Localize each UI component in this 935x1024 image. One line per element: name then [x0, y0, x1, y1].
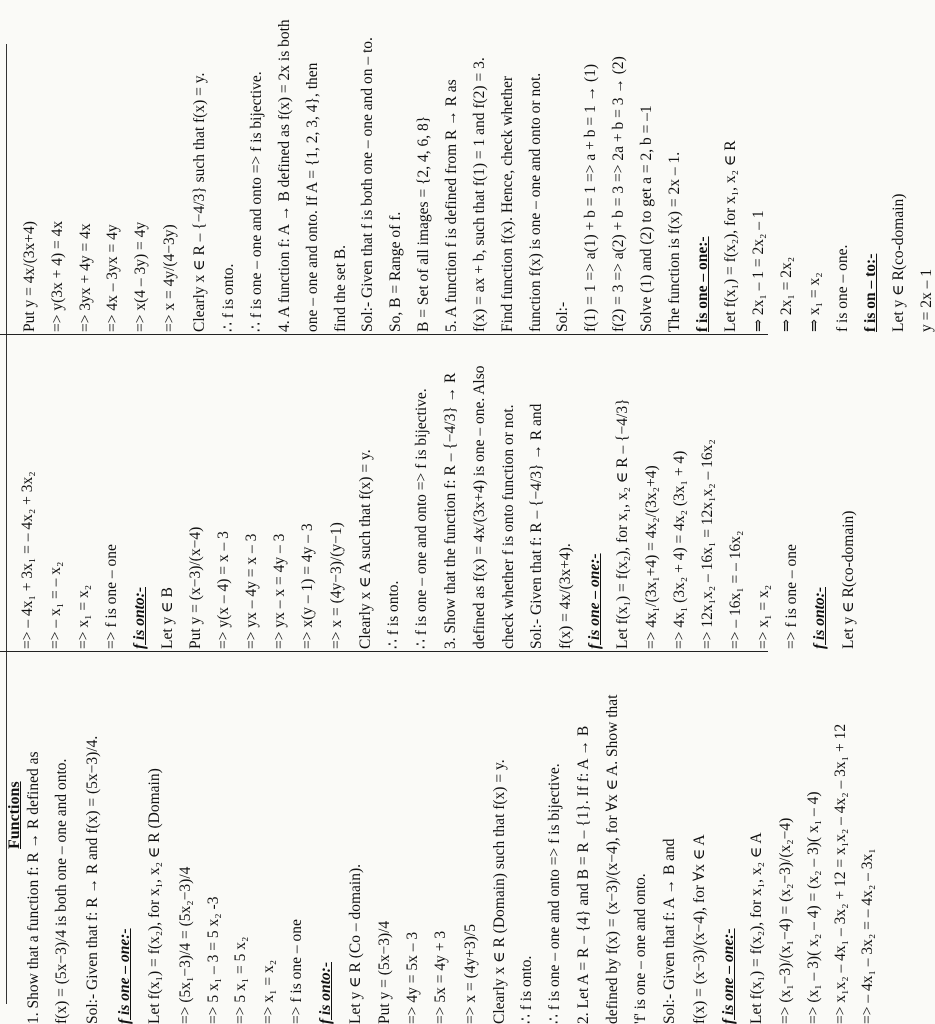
- text-line: defined as f(x) = 4x/(3x+4) is one – one. Also: [471, 365, 488, 649]
- text-line: => f is one – one: [288, 919, 305, 1024]
- section-heading: f is one – one:-: [586, 553, 603, 649]
- section-heading: f is one – one:-: [116, 928, 133, 1024]
- text-line: => 4x₁/(3x₁+4) = 4x₂/(3x₂+4): [643, 465, 660, 649]
- text-line: Solve (1) and (2) to get a = 2, b = –1: [638, 105, 655, 332]
- text-line: Let f(x₁) = f(x₂), for x₁, x₂ ∈ R: [722, 140, 739, 332]
- text-line: f(x) = 4x/(3x+4).: [557, 543, 574, 649]
- text-line: Let f(x₁) = f(x₂), for x₁, x₂ ∈ A: [748, 832, 765, 1024]
- text-line: Let y ∈ R (Co – domain).: [347, 864, 364, 1024]
- text-line: => 5 x₁ – 3 = 5 x₂ -3: [205, 896, 222, 1024]
- text-line: => y(3x + 4) = 4x: [49, 220, 66, 332]
- text-line: ∴ f is one – one and onto => f is bijective.: [248, 71, 265, 332]
- text-line: defined by f(x) = (x−3)/(x−4), for ∀x ∈ A. Show that: [604, 694, 621, 1024]
- text-line: Sol:- Given that f: R – {−4/3} → R and: [528, 403, 545, 649]
- text-line: ∴ f is one – one and onto => f is bijective.: [413, 388, 430, 649]
- text-line: => yx – 4y = x – 3: [243, 533, 260, 649]
- text-line: ∴ f is onto.: [518, 955, 535, 1024]
- text-line: one – one and onto. If A = {1, 2, 3, 4}, then: [304, 62, 321, 332]
- text-line: => f is one – one: [783, 544, 800, 649]
- text-line: 5. A function f is defined from R → R as: [443, 79, 460, 332]
- text-line: => – 4x₁ + 3x₁ = – 4x₂ + 3x₂: [19, 471, 36, 649]
- text-line: Clearly x ∈ R (Domain) such that f(x) = y.: [491, 759, 508, 1024]
- column-divider: [0, 651, 768, 652]
- text-line: 3. Show that the function f: R – {−4/3} → R: [442, 372, 459, 649]
- section-heading: f is on – to:-: [862, 253, 879, 332]
- column-divider: [0, 334, 768, 335]
- text-line: B = Set of all images = {2, 4, 6, 8}: [415, 115, 432, 332]
- text-line: f(2) = 3 => a(2) + b = 3 => 2a + b = 3 → (2): [610, 56, 627, 332]
- text-line: => 4x₁ (3x₂ + 4) = 4x₂ (3x₁ + 4): [671, 450, 688, 649]
- text-line: => x₁ = x₂: [75, 584, 92, 649]
- text-line: find the set B.: [332, 245, 349, 332]
- section-heading: f is onto:-: [811, 587, 828, 649]
- text-line: Let y ∈ R(co-domain): [840, 510, 857, 649]
- text-line: => x₁ = x₂: [260, 959, 277, 1024]
- text-line: => (5x₁−3)/4 = (5x₂−3)/4: [177, 866, 194, 1024]
- text-line: => 5 x₁ = 5 x₂: [232, 936, 249, 1024]
- text-line: Let f(x₁) = f(x₂), for x₁, x₂ ∈ R (Domain): [146, 768, 163, 1024]
- text-line: 4. A function f: A → B defined as f(x) = 2x is both: [276, 19, 293, 332]
- text-line: function f(x) is one – one and onto or not.: [527, 72, 544, 332]
- text-line: Let f(x₁) = f(x₂), for x₁, x₂ ∈ R – {−4/3}: [614, 398, 631, 649]
- text-line: => 3yx + 4y = 4x: [77, 223, 94, 332]
- text-line: => x(4 – 3y) = 4y: [132, 221, 149, 332]
- text-line: ⇒ 2x₁ = 2x₂: [778, 256, 795, 332]
- text-line: So, B = Range of f.: [387, 211, 404, 332]
- text-line: => y(x – 4) = x – 3: [215, 531, 232, 649]
- text-line: => – 16x₁ = – 16x₂: [727, 530, 744, 649]
- text-line: f(x) = (5x−3)/4 is both one – one and onto.: [53, 758, 70, 1024]
- text-line: 1. Show that a function f: R → R defined as: [25, 751, 42, 1024]
- text-line: => x = (4y−3)/(y−1): [328, 522, 345, 649]
- text-line: f(x) = ax + b, such that f(1) = 1 and f(2) = 3.: [471, 57, 488, 332]
- text-line: ∴ f is one – one and onto => f is bijective.: [546, 763, 563, 1024]
- text-line: ⇒ x₁ = x₂: [806, 272, 823, 332]
- text-line: => – x₁ = – x₂: [47, 561, 64, 649]
- text-line: => x₁ = x₂: [755, 584, 772, 649]
- text-line: => 4y = 5x – 3: [404, 931, 421, 1024]
- text-line: => x₁x₂ – 4x₁ – 3x₂ + 12 = x₁x₂ – 4x₂ – 3x₁ + 12: [832, 723, 849, 1024]
- text-line: Let y ∈ B: [159, 587, 176, 649]
- text-line: => – 4x₁ – 3x₂ = – 4x₂ – 3x₁: [859, 848, 876, 1024]
- text-line: Sol:- Given that f: R → R and f(x) = (5x−3)/4.: [84, 735, 101, 1024]
- text-line: Put y = 4x/(3x+4): [21, 221, 38, 332]
- text-line: The function is f(x) = 2x – 1.: [666, 151, 683, 332]
- section-heading: f is one – one:-: [720, 928, 737, 1024]
- section-heading: f is onto:-: [131, 587, 148, 649]
- text-line: => 4x – 3yx = 4y: [104, 224, 121, 332]
- text-line: => x(y – 1) = 4y – 3: [299, 523, 316, 649]
- text-line: ⇒ 2x₁ – 1 = 2x₂ – 1: [750, 210, 767, 332]
- text-line: f(x) = (x−3)/(x−4), for ∀x ∈ A: [691, 834, 708, 1024]
- text-line: Put y = (5x−3)/4: [376, 920, 393, 1024]
- text-line: Sol:- Given that f: A → B and: [661, 838, 678, 1024]
- text-line: 'f' is one – one and onto.: [632, 873, 649, 1024]
- text-line: Put y = (x−3)/(x−4): [187, 526, 204, 649]
- top-rule: [6, 44, 7, 1004]
- text-line: => (x₁−3)/(x₁−4) = (x₂−3)/(x₂−4): [777, 817, 794, 1024]
- text-line: => yx – x = 4y – 3: [271, 533, 288, 649]
- text-line: ∴ f is onto.: [385, 580, 402, 649]
- text-line: ∴ f is onto.: [220, 263, 237, 332]
- text-line: => 5x = 4y + 3: [432, 930, 449, 1024]
- text-line: Let y ∈ R(co-domain): [890, 193, 907, 332]
- text-line: => x = 4y/(4−3y): [161, 224, 178, 332]
- text-line: f(1) = 1 => a(1) + b = 1 => a + b = 1 → (1): [582, 63, 599, 332]
- text-line: f is one – one.: [834, 244, 851, 332]
- text-line: => (x₁ – 3)( x₂ – 4) = (x₂ – 3)( x₁ – 4): [805, 791, 822, 1024]
- text-line: Sol:-: [554, 301, 571, 332]
- text-line: Clearly x ∈ R – {−4/3} such that f(x) = y.: [191, 72, 208, 332]
- text-line: => x = (4y+3)/5: [462, 924, 479, 1024]
- text-line: Sol:- Given that f is both one – one and on – to.: [359, 37, 376, 332]
- section-heading: f is onto:-: [317, 962, 334, 1024]
- document-title: Functions: [6, 781, 23, 849]
- text-line: 2. Let A = R – {4} and B = R – {1}. If f: A → B: [575, 725, 592, 1024]
- text-line: y = 2x – 1: [918, 269, 935, 332]
- text-line: => f is one – one: [103, 544, 120, 649]
- text-line: Clearly x ∈ A such that f(x) = y.: [357, 449, 374, 649]
- text-line: => 12x₁x₂ – 16x₁ = 12x₁x₂ – 16x₂: [699, 439, 716, 649]
- text-line: check whether f is onto function or not.: [500, 404, 517, 649]
- section-heading: f is one – one:-: [694, 236, 711, 332]
- text-line: Find function f(x). Hence, check whether: [499, 75, 516, 332]
